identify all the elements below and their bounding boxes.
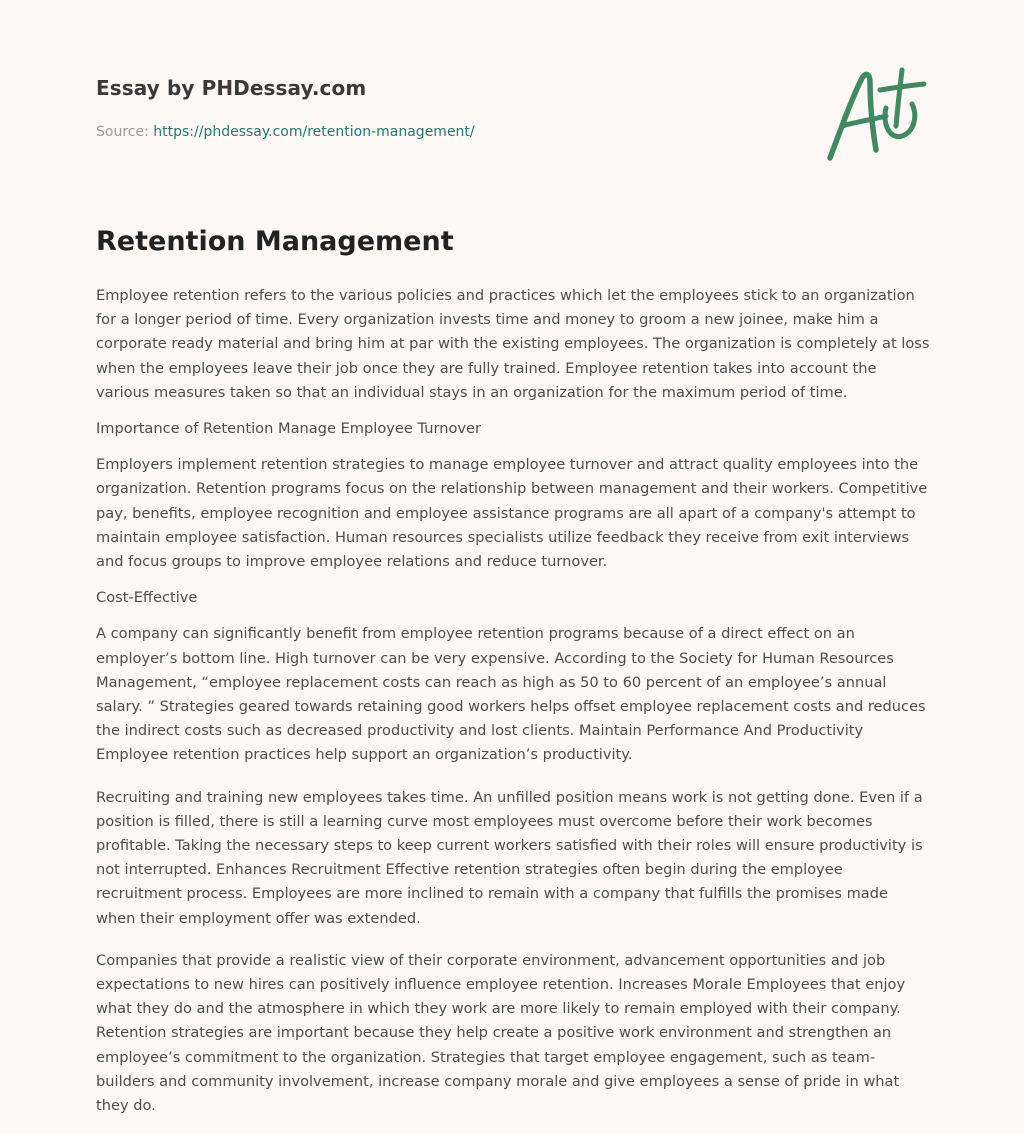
source-line	[96, 124, 475, 140]
site-title: Essay by PHDessay.com	[96, 76, 367, 100]
paragraph: Employers implement retention strategies to manage employee turnover and attract quality employees into the organization. Retention programs focus on the relationship between management and their workers. Competitive pay, benefits, employee recognition and employee assistance programs are all apart of a company's attempt to maintain employee satisfaction. Human resources specialists utilize feedback they receive from exit interviews and focus groups to improve employee relations and reduce turnover.	[96, 456, 928, 571]
paragraph: Companies that provide a realistic view of their corporate environment, advancement opportunities and job expectations to new hires can positively influence employee retention. Increases Morale Employees that enjoy what they do and the atmosphere in which they work are more likely to remain employed with their company. Retention strategies are important because they help create a positive work environment and strengthen an employee’s commitment to the organization. Strategies that target employee engagement, such as team-builders and community involvement, increase company morale and give employees a sense of pride in what they do.	[96, 951, 906, 1115]
essay-title: Retention Management	[96, 226, 454, 257]
paragraph: Recruiting and training new employees takes time. An unfilled position means work is not getting done. Even if a position is filled, there is still a learning curve most employees must overcome before their work becomes profitable. Taking the necessary steps to keep current workers satisfied with their roles will ensure productivity is not interrupted. Enhances Recruitment Effective retention strategies often begin during the employee recruitment process. Employees are more inclined to remain with a company that fulfills the promises made when their employment offer was extended.	[96, 788, 923, 927]
paragraph: Employee retention refers to the various policies and practices which let the employees stick to an organization for a longer period of time. Every organization invests time and money to groom a new joinee, make him a corporate ready material and bring him at par with the existing employees. The organization is completely at loss when the employees leave their job once they are fully trained. Employee retention takes into account the various measures taken so that an individual stays in an organization for the maximum period of time.	[96, 287, 930, 401]
a-plus-logo-icon	[820, 64, 930, 164]
essay-body	[96, 284, 932, 1118]
section-heading: Cost-Effective	[96, 589, 198, 607]
paragraph: A company can significantly benefit from employee retention programs because of a direct effect on an employer’s bottom line. High turnover can be very expensive. According to the Society for Human Resources Management, “employee replacement costs can reach as high as 50 to 60 percent of an employee’s annual salary. ” Strategies geared towards retaining good workers helps offset employee replacement costs and reduces the indirect costs such as decreased productivity and lost clients. Maintain Performance And Productivity Employee retention practices help support an organization’s productivity.	[96, 625, 926, 764]
section-heading: Importance of Retention Manage Employee Turnover	[96, 420, 481, 438]
source-link[interactable]: https://phdessay.com/retention-management/	[153, 124, 475, 140]
source-label: Source:	[96, 124, 154, 140]
